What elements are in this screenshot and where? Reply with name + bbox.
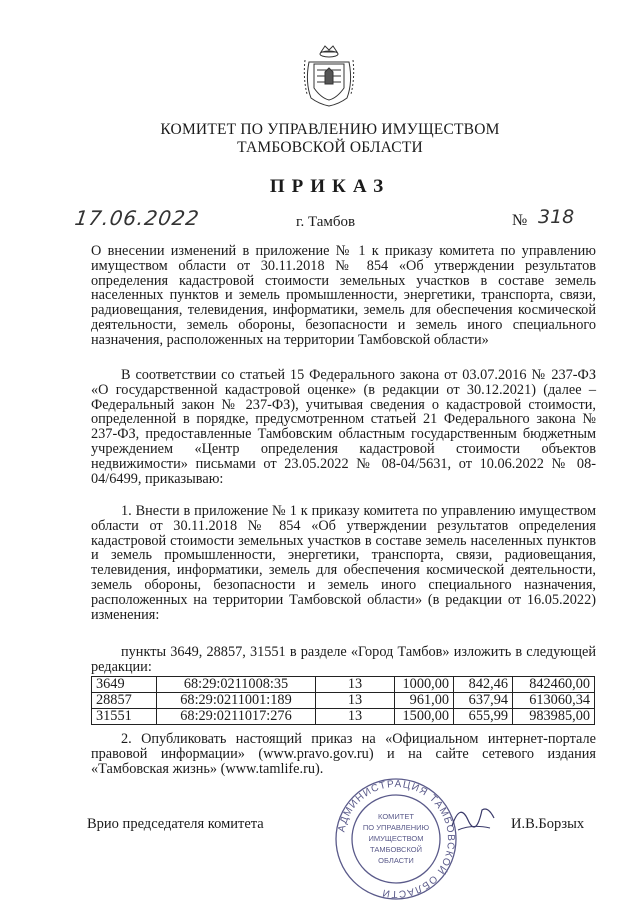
- table-cell: 13: [316, 677, 395, 693]
- number-prefix: №: [512, 212, 528, 229]
- preamble-paragraph: [91, 368, 596, 486]
- table-cell: 613060,34: [513, 693, 595, 709]
- table-cell: 13: [316, 709, 395, 725]
- seal-inner-line: КОМИТЕТ: [378, 812, 414, 821]
- signatory-position: Врио председателя комитета: [87, 816, 264, 832]
- handwritten-number: 318: [538, 206, 575, 228]
- subject-text: О внесении изменений в приложение № 1 к приказу комитета по управлению имуществом области от 30.11.2018 № 854 «Об утверждении результатов определения кадастровой стоимости земельных участков в составе земель населенных пунктов и земель промышленности, энергетики, транспорта, связи, радиовещания, телевидения, информатики, земель для обеспечения космической деятельности, земель обороны, безопасности и земель иного специального назначения, расположенных на территории Тамбовской области»: [91, 243, 596, 348]
- table-cell: 1000,00: [395, 677, 454, 693]
- item-1-text: 1. Внести в приложение № 1 к приказу комитета по управлению имуществом области от 30.11.2018 № 854 «Об утверждении результатов определения кадастровой стоимости земельных участков в составе земель населенных пунктов и земель промышленности, энергетики, транспорта, связи, радиовещания, телевидения, информатики, земель для обеспечения космической деятельности, земель обороны, безопасности и земель иного специального назначения, расположенных на территории Тамбовской области» (в редакции от 16.05.2022) изменения:: [91, 503, 596, 623]
- document-title: ПРИКАЗ: [269, 176, 391, 197]
- item-1-paragraph: [91, 504, 596, 622]
- points-text: пункты 3649, 28857, 31551 в разделе «Город Тамбов» изложить в следующей редакции:: [91, 644, 596, 675]
- item-2-text: 2. Опубликовать настоящий приказ на «Официальном интернет-портале правовой информации» (www.pravo.gov.ru) и на сайте сетевого издания «Тамбовская жизнь» (www.tamlife.ru).: [91, 731, 596, 777]
- table-cell: 3649: [92, 677, 157, 693]
- table-row: [92, 709, 595, 725]
- preamble-text: В соответствии со статьей 15 Федерального закона от 03.07.2016 № 237-ФЗ «О государственной кадастровой оценке» (в редакции от 30.12.2021) (далее – Федеральный закон № 237-ФЗ), учитывая сведения о кадастровой стоимости, определенной в порядке, предусмотренном статьей 21 Федерального закона № 237-ФЗ, предоставленные Тамбовским областным государственным бюджетным учреждением «Центр определения кадастровой стоимости объектов недвижимости» письмами от 23.05.2022 № 08-04/5631, от 10.06.2022 № 08-04/6499, приказываю:: [91, 367, 596, 487]
- signatory-name: И.В.Борзых: [511, 816, 585, 832]
- seal-inner-line: ПО УПРАВЛЕНИЮ: [362, 823, 430, 832]
- table-cell: 983985,00: [513, 709, 595, 725]
- table-cell: 28857: [92, 693, 157, 709]
- table-row: [92, 693, 595, 709]
- table-cell: 655,99: [454, 709, 513, 725]
- official-seal-stamp: [330, 775, 462, 903]
- seal-inner-line: ИМУЩЕСТВОМ: [368, 834, 424, 843]
- seal-ring-text: АДМИНИСТРАЦИЯ ТАМБОВСКОЙ ОБЛАСТИ: [336, 778, 457, 900]
- table-cell: 68:29:0211001:189: [157, 693, 316, 709]
- organization-name-line1: КОМИТЕТ ПО УПРАВЛЕНИЮ ИМУЩЕСТВОМ: [160, 121, 500, 138]
- document-city: г. Тамбов: [296, 214, 356, 230]
- coat-of-arms-emblem: [301, 42, 357, 108]
- table-cell: 842460,00: [513, 677, 595, 693]
- seal-inner-line: ТАМБОВСКОЙ: [370, 845, 422, 854]
- table-cell: 13: [316, 693, 395, 709]
- item-2-paragraph: [91, 732, 596, 776]
- seal-inner-line: ОБЛАСТИ: [378, 856, 414, 865]
- table-cell: 1500,00: [395, 709, 454, 725]
- table-cell: 637,94: [454, 693, 513, 709]
- points-paragraph: [91, 645, 596, 675]
- handwritten-signature: [448, 796, 498, 836]
- cadastral-value-table: [91, 676, 595, 725]
- table-cell: 961,00: [395, 693, 454, 709]
- organization-name-line2: ТАМБОВСКОЙ ОБЛАСТИ: [237, 139, 423, 156]
- table-cell: 68:29:0211008:35: [157, 677, 316, 693]
- table-cell: 31551: [92, 709, 157, 725]
- order-subject: [91, 244, 596, 348]
- table-row: [92, 677, 595, 693]
- handwritten-date: 17.06.2022: [73, 206, 202, 230]
- table-cell: 68:29:0211017:276: [157, 709, 316, 725]
- table-cell: 842,46: [454, 677, 513, 693]
